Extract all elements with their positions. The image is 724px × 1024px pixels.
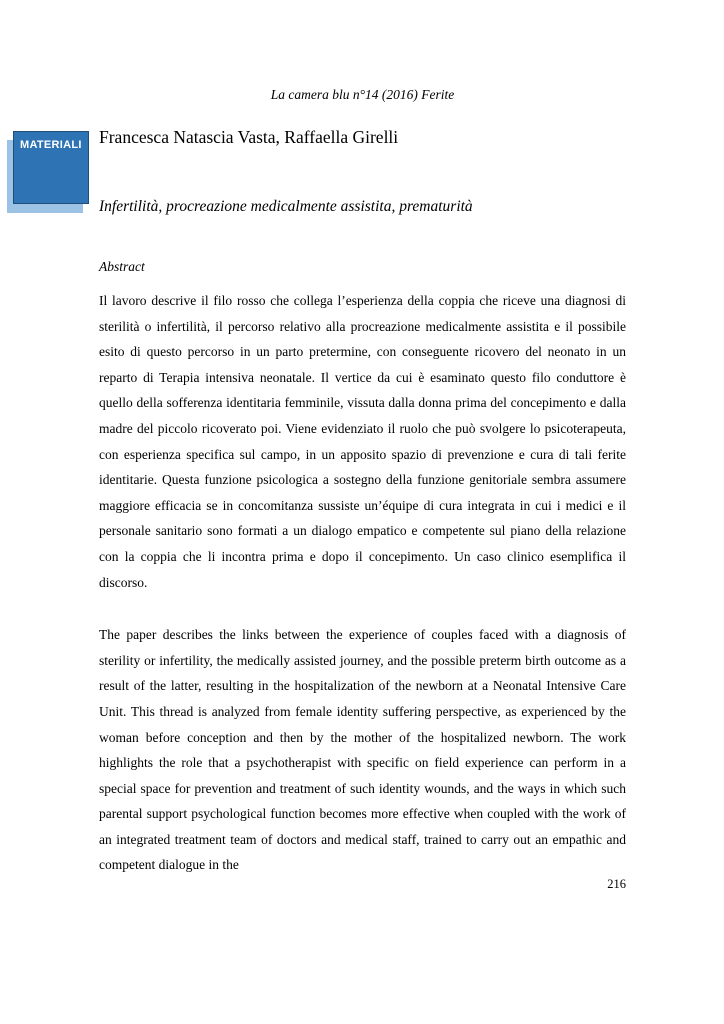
badge-label: MATERIALI: [20, 139, 82, 151]
abstract-italian: Il lavoro descrive il filo rosso che collega l’esperienza della coppia che riceve una diagnosi di sterilità o infertilità, il percorso relativo alla procreazione medicalmente assistita e il possibile esito di questo percorso in un parto pretermine, con conseguente ricovero del neonato in un reparto di Terapia intensiva neonatale. Il vertice da cui è esaminato questo filo conduttore è quello della sofferenza identitaria femminile, vissuta dalla donna prima del concepimento e dalla madre del piccolo ricoverato poi. Viene evidenziato il ruolo che può svolgere lo psicoterapeuta, con esperienza specifica sul campo, in un apposito spazio di prevenzione e cura di tali ferite identitarie. Questa funzione psicologica a sostegno della funzione genitoriale sembra assumere maggiore efficacia se in concomitanza sussiste un’équipe di cura integrata in cui i medici e il personale sanitario sono formati a un dialogo empatico e competente sul piano della relazione con la coppia che li incontra prima e dopo il concepimento. Un caso clinico esemplifica il discorso.: [99, 293, 626, 590]
authors: Francesca Natascia Vasta, Raffaella Girelli: [99, 127, 399, 147]
abstract-label: Abstract: [99, 259, 145, 274]
article-title: Infertilità, procreazione medicalmente assistita, prematurità: [99, 198, 473, 215]
journal-header: La camera blu n°14 (2016) Ferite: [270, 87, 455, 102]
article-body: [99, 126, 626, 878]
materiali-badge: [7, 131, 93, 217]
badge-box: [13, 131, 89, 204]
page-number: 216: [607, 877, 626, 891]
abstract-english: The paper describes the links between the experience of couples faced with a diagnosis of sterility or infertility, the medically assisted journey, and the possible preterm birth outcome as a result of the latter, resulting in the hospitalization of the newborn at a Neonatal Intensive Care Unit. This thread is analyzed from female identity suffering perspective, as experienced by the woman before conception and then by the mother of the hospitalized newborn. The work highlights the role that a psychotherapist with specific on field experience can perform in a special space for prevention and treatment of such identity wounds, and the ways in which such parental support psychological function becomes more effective when coupled with the work of an integrated treatment team of doctors and medical staff, trained to carry out an empathic and competent dialogue in the: [99, 627, 626, 873]
